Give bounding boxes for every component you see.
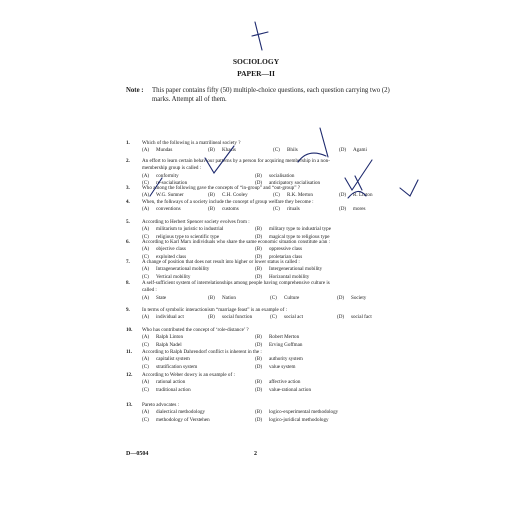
option-key: (B): [208, 206, 215, 213]
option-key: (C): [273, 192, 280, 199]
option-value: magical type to religious type: [269, 233, 330, 240]
option-value: stratification system: [156, 363, 198, 370]
option-key: (C): [142, 341, 149, 348]
option-value: value-rational action: [269, 386, 312, 393]
question-text: In terms of symbolic interactionism “marriage feast” is an example of :: [142, 307, 287, 313]
question-number: 2.: [126, 158, 130, 164]
option-value: affective action: [269, 379, 301, 386]
option-value: Mundas: [156, 147, 173, 154]
option-key: (A): [142, 226, 150, 233]
option-key: (A): [142, 334, 150, 341]
option-value: R.K. Merton: [287, 192, 313, 199]
question-number: 9.: [126, 307, 130, 313]
option-key: (D): [337, 314, 345, 321]
option-value: individual act: [156, 314, 184, 321]
option-key: (D): [255, 416, 263, 423]
option-value: Robert Merton: [269, 334, 300, 341]
option-key: (C): [273, 147, 280, 154]
paper-code: D—0504: [126, 451, 149, 457]
subject-title: SOCIOLOGY: [232, 57, 280, 66]
option-value: military type to industrial type: [269, 226, 331, 233]
option-key: (C): [142, 253, 149, 260]
option-key: (A): [142, 246, 150, 253]
option-value: militarism to juristic to industrial: [156, 226, 224, 233]
option-key: (B): [255, 379, 262, 386]
note-block: [126, 86, 396, 104]
question-number: 10.: [126, 327, 133, 333]
option-key: (A): [142, 294, 150, 301]
option-key: (B): [255, 266, 262, 273]
option-value: value system: [269, 363, 296, 370]
option-key: (B): [208, 294, 215, 301]
question-text: According to Karl Marx individuals who share the same economic situation constitute a/an :: [142, 239, 330, 245]
option-key: (A): [142, 379, 150, 386]
question-text: According to Weber dowry is an example of :: [142, 372, 235, 378]
option-key: (D): [255, 273, 263, 280]
question-text: Who has contributed the concept of ‘role-distance’ ?: [142, 327, 249, 333]
option-key: (C): [142, 273, 149, 280]
option-key: (A): [142, 192, 150, 199]
question-text: A change of position that does not result into higher or lower status is called :: [142, 259, 300, 265]
pen-mark-top: [252, 22, 268, 50]
option-value: customs: [222, 206, 239, 213]
option-key: (A): [142, 172, 150, 179]
question-number: 6.: [126, 239, 130, 245]
option-value: Ralph Linton: [156, 334, 184, 341]
question-1: [0, 140, 512, 147]
question-text: According to Ralph Dahrendorf conflict is inherent in the :: [142, 349, 262, 355]
option-key: (A): [142, 206, 150, 213]
option-value: religious type to scientific type: [156, 233, 220, 240]
question-number: 13.: [126, 402, 133, 408]
option-key: (C): [273, 206, 280, 213]
option-key: (A): [142, 147, 150, 154]
option-value: traditional action: [156, 386, 191, 393]
option-key: (A): [142, 356, 150, 363]
question-text-continued: called :: [142, 287, 157, 294]
option-value: proletarian class: [269, 253, 303, 260]
option-value: R. Linton: [353, 192, 373, 199]
option-value: logico-juridical methodology: [269, 416, 329, 423]
option-value: Erving Goffman: [269, 341, 303, 348]
option-value: Khasis: [222, 147, 236, 154]
option-key: (B): [255, 172, 262, 179]
question-text: When, the folkways of a society include the concept of group welfare they become :: [142, 199, 314, 205]
option-value: methodology of Verstehen: [156, 416, 210, 423]
question-number: 1.: [126, 140, 130, 146]
option-key: (D): [339, 147, 347, 154]
option-value: re-socialisation: [156, 179, 188, 186]
option-key: (B): [208, 147, 215, 154]
note-label: Note :: [126, 87, 144, 94]
question-number: 4.: [126, 199, 130, 205]
option-value: authority system: [269, 356, 303, 363]
question-number: 12.: [126, 372, 133, 378]
option-key: (B): [255, 356, 262, 363]
option-key: (D): [255, 253, 263, 260]
option-value: Agami: [353, 147, 367, 154]
option-value: social function: [222, 314, 253, 321]
paper-title: PAPER—II: [237, 69, 275, 78]
question-4: [0, 199, 512, 206]
option-value: objective class: [156, 246, 186, 253]
option-value: conformity: [156, 172, 179, 179]
question-9: [0, 307, 512, 314]
option-value: social act: [284, 314, 304, 321]
option-value: capitalist system: [156, 356, 190, 363]
option-key: (B): [208, 314, 215, 321]
option-key: (D): [255, 233, 263, 240]
option-key: (C): [270, 314, 277, 321]
option-key: (A): [142, 314, 150, 321]
option-key: (C): [142, 386, 149, 393]
question-2: [0, 158, 512, 172]
option-value: Vertical mobility: [156, 273, 191, 280]
page-number: 2: [254, 451, 257, 457]
option-key: (A): [142, 266, 150, 273]
option-key: (D): [255, 386, 263, 393]
option-value: W.G. Sumner: [156, 192, 184, 199]
question-number: 11.: [126, 349, 133, 355]
option-key: (D): [255, 179, 263, 186]
option-value: rituals: [287, 206, 300, 213]
question-3: [0, 185, 512, 192]
option-value: Society: [351, 294, 367, 301]
option-value: State: [156, 294, 167, 301]
option-key: (B): [255, 226, 262, 233]
option-key: (C): [142, 179, 149, 186]
option-value: Nation: [222, 294, 236, 301]
option-value: logico-experimental methodology: [269, 409, 339, 416]
note-text: This paper contains fifty (50) multiple-choice questions, each question carrying two (2) marks. Attempt all of them.: [152, 87, 390, 103]
option-key: (B): [208, 192, 215, 199]
option-key: (D): [339, 206, 347, 213]
option-value: Bhils: [287, 147, 298, 154]
option-value: C.H. Cooley: [222, 192, 248, 199]
option-key: (D): [255, 363, 263, 370]
option-value: dialectical methodology: [156, 409, 206, 416]
option-key: (D): [255, 341, 263, 348]
option-value: Culture: [284, 294, 300, 301]
option-value: Horizontal mobility: [269, 273, 310, 280]
question-number: 5.: [126, 219, 130, 225]
option-value: anticipatory socialisation: [269, 179, 321, 186]
option-value: conventions: [156, 206, 181, 213]
question-text: Pareto advocates :: [142, 402, 180, 408]
option-key: (B): [255, 246, 262, 253]
question-8: [0, 280, 512, 294]
option-key: (B): [255, 409, 262, 416]
question-text: Which of the following is a matrilineal society ?: [142, 140, 241, 146]
question-text-continued: membership group is called :: [142, 165, 202, 172]
question-number: 7.: [126, 259, 130, 265]
question-number: 3.: [126, 185, 130, 191]
option-value: exploited class: [156, 253, 187, 260]
question-text: A self-sufficient system of interrelationships among people having comprehensive culture is: [142, 280, 330, 286]
option-value: rational action: [156, 379, 186, 386]
option-key: (B): [255, 334, 262, 341]
option-value: Ralph Nadel: [156, 341, 182, 348]
option-value: oppressive class: [269, 246, 302, 253]
option-key: (C): [270, 294, 277, 301]
question-text: According to Herbert Spencer society evolves from :: [142, 219, 250, 225]
option-key: (C): [142, 363, 149, 370]
option-key: (D): [339, 192, 347, 199]
option-value: socialisation: [269, 172, 295, 179]
option-key: (C): [142, 416, 149, 423]
option-value: mores: [353, 206, 366, 213]
option-value: Intergenerational mobility: [269, 266, 323, 273]
question-text: An effort to learn certain behaviour patterns by a person for acquiring membership in a non-: [142, 158, 330, 164]
option-value: Intragenerational mobility: [156, 266, 210, 273]
question-text: Who among the following gave the concepts of “in-group” and “out-group” ?: [142, 185, 300, 191]
question-number: 8.: [126, 280, 130, 286]
option-key: (A): [142, 409, 150, 416]
option-key: (C): [142, 233, 149, 240]
option-key: (D): [337, 294, 345, 301]
option-value: social fact: [351, 314, 372, 321]
